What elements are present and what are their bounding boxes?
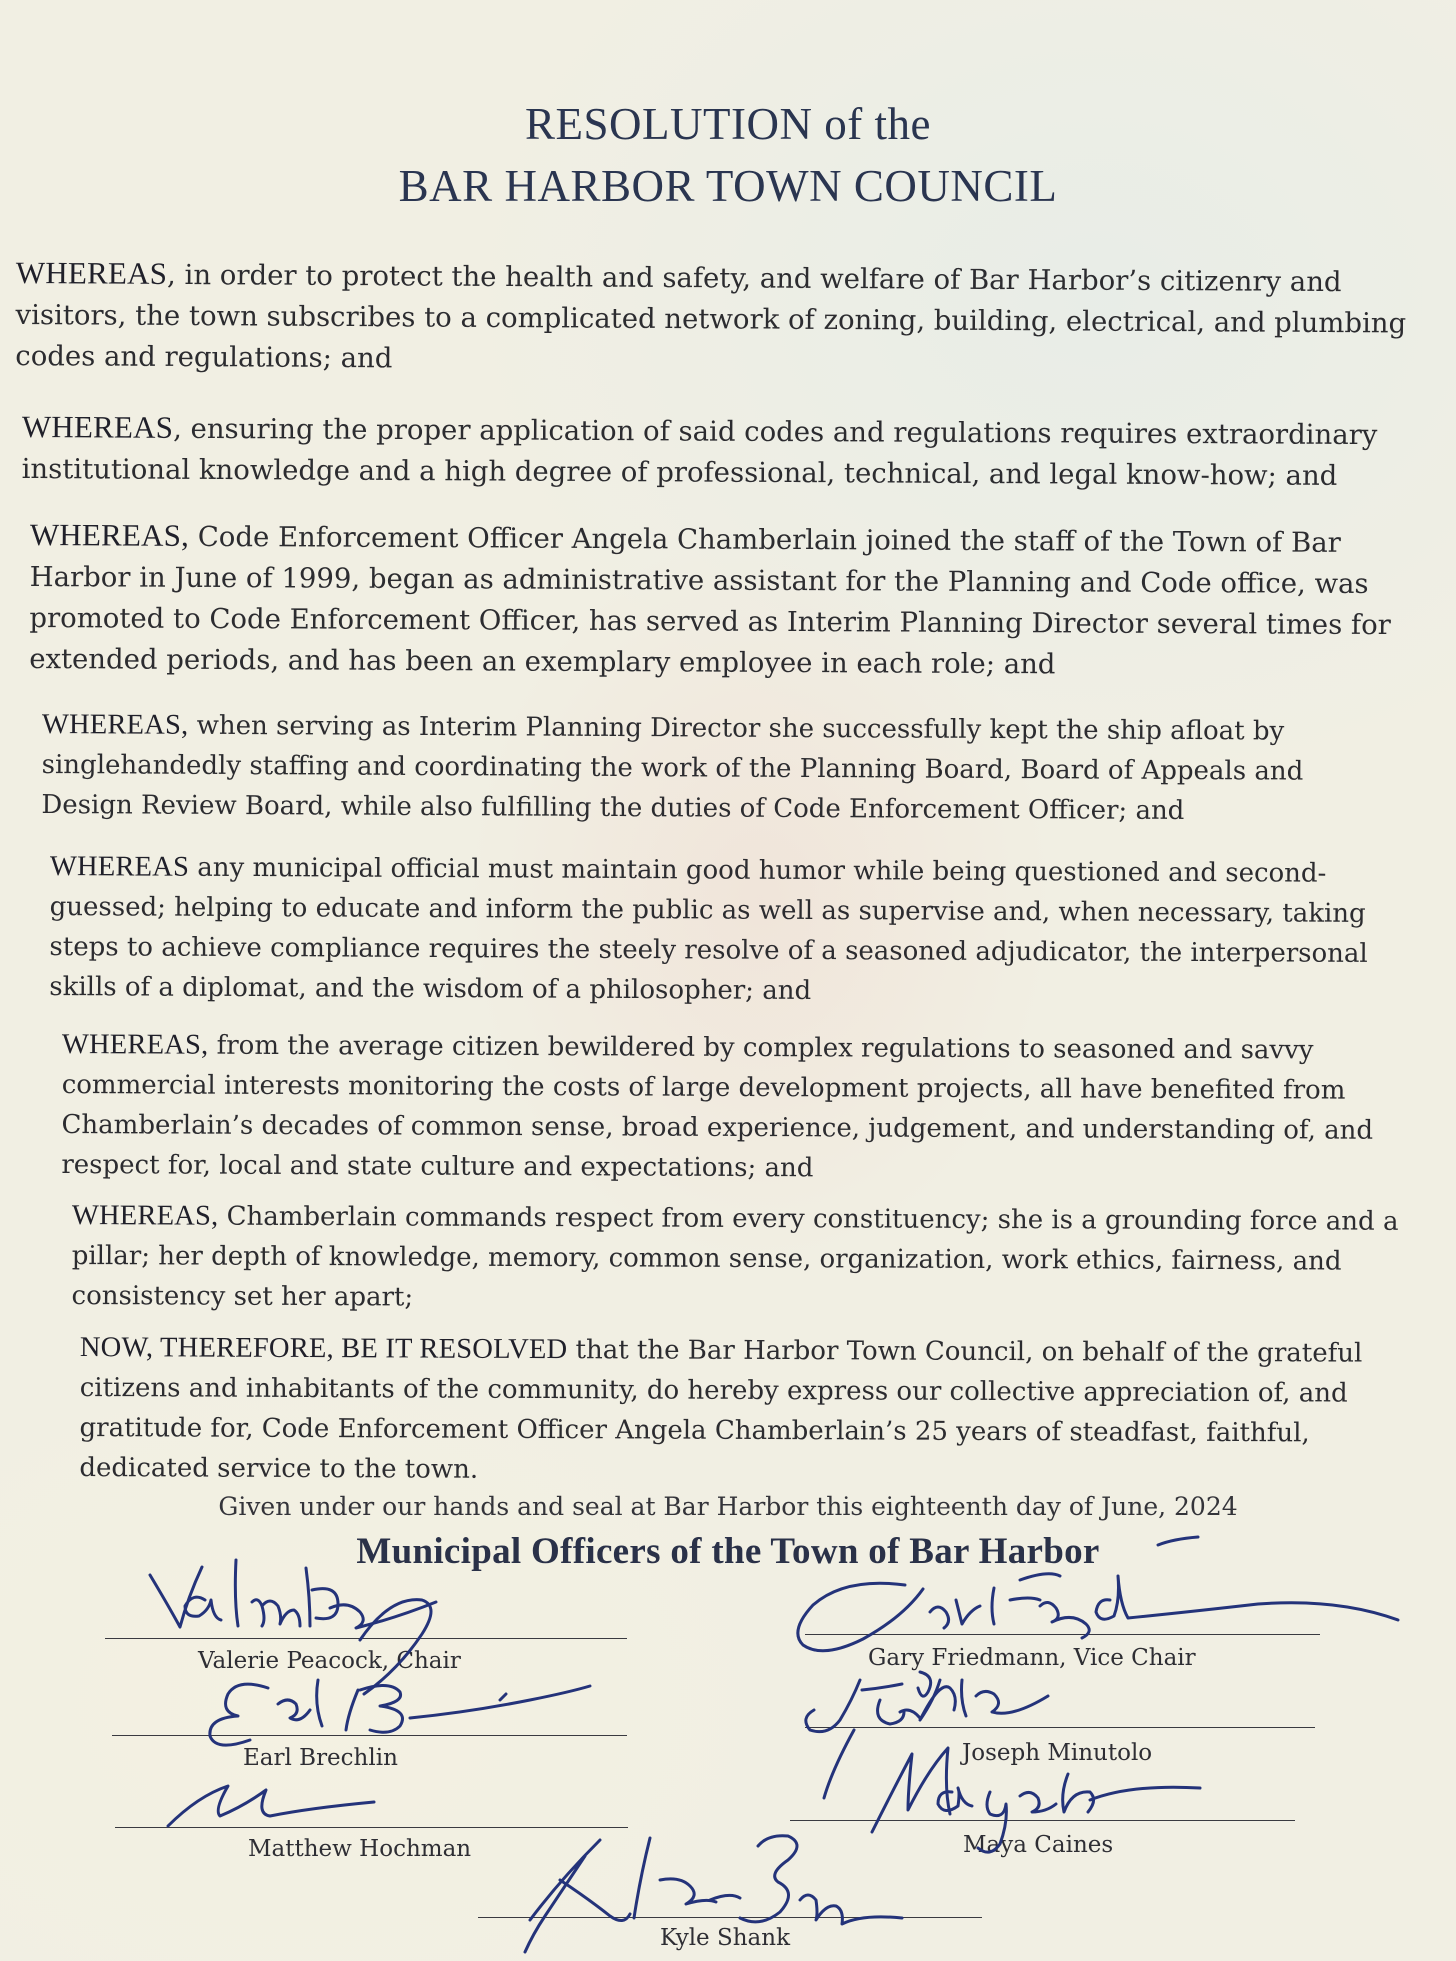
paragraph-text: Code Enforcement Officer Angela Chamberlain joined the staff of the Town of Bar Harbor in June of 1999, began as administrative assistant for the Planning and Code office, was promoted to Code Enforcement Officer, has served as Interim Planning Director several times for extended periods, and has been an exemplary employee in each role; and	[29, 520, 1391, 681]
paragraph-text: when serving as Interim Planning Director she successfully kept the ship afloat by singlehandedly staffing and coordinating the work of the Planning Board, Board of Appeals and Design Review Board, while also fulfilling the duties of Code Enforcement Officer; and	[41, 710, 1304, 826]
paragraph-text: , ensuring the proper application of said codes and regulations requires extraordinary institutional knowledge and a high degree of professional, technical, and legal know-how; and	[21, 412, 1378, 492]
signatory-name-brechlin: Earl Brechlin	[243, 1745, 398, 1771]
signature-line-hochman	[115, 1827, 628, 1828]
signature-line-shank	[478, 1917, 982, 1918]
signature-line-peacock	[105, 1638, 627, 1639]
paragraph-text: any municipal official must maintain good humor while being questioned and second-guessed; helping to educate and inform the public as well as supervise and, when necessary, taking steps to achieve compliance requires the steely resolve of a seasoned adjudicator, the interpersonal skills of a diplomat, and the wisdom of a philosopher; and	[49, 852, 1368, 1006]
signature-line-caines	[790, 1820, 1295, 1821]
signatory-name-caines: Maya Caines	[963, 1832, 1114, 1858]
whereas-paragraph-2	[22, 406, 1422, 497]
signature-hochman	[168, 1786, 374, 1826]
signatory-name-minutolo: Joseph Minutolo	[962, 1740, 1153, 1766]
paragraph-text: , in order to protect the health and safety, and welfare of Bar Harbor’s citizenry and visitors, the town subscribes to a complicated network of zoning, building, electrical, and plumbing codes and regulations; and	[15, 258, 1407, 375]
paragraph-lead: WHEREAS	[15, 254, 168, 291]
paragraph-lead: WHEREAS,	[41, 708, 189, 741]
municipal-officers-heading: Municipal Officers of the Town of Bar Harbor	[356, 1531, 1100, 1572]
whereas-paragraph-7	[71, 1196, 1402, 1322]
whereas-paragraph-1	[15, 252, 1436, 386]
signature-minutolo-tail	[824, 1730, 854, 1798]
paragraph-text: that the Bar Harbor Town Council, on behalf of the grateful citizens and inhabitants of the community, do hereby express our collective appreciation of, and gratitude for, Code Enforcement Officer Angela Chamberlain’s 25 years of steadfast, faithful, dedicated service to the town.	[79, 1335, 1363, 1485]
resolved-paragraph	[79, 1328, 1400, 1494]
signatory-name-peacock: Valerie Peacock, Chair	[198, 1648, 461, 1674]
signature-line-minutolo	[805, 1727, 1315, 1728]
paragraph-text: from the average citizen bewildered by complex regulations to seasoned and savvy commercial interests monitoring the costs of large development projects, all have benefited from Chamberlain’s decades of common sense, broad experience, judgement, and understanding of, and respect for, local and state culture and expectations; and	[61, 1030, 1374, 1184]
given-under-seal-line: Given under our hands and seal at Bar Harbor this eighteenth day of June, 2024	[218, 1492, 1238, 1521]
paragraph-lead: WHEREAS,	[61, 1029, 209, 1061]
whereas-paragraph-3	[29, 514, 1410, 687]
paragraph-text: Chamberlain commands respect from every constituency; she is a grounding force and a pillar; her depth of knowledge, memory, common sense, organization, work ethics, fairness, and consistency set her apart;	[71, 1201, 1399, 1313]
signature-friedmann	[798, 1574, 1398, 1651]
signatory-name-friedmann: Gary Friedmann, Vice Chair	[868, 1645, 1196, 1671]
signatory-name-shank: Kyle Shank	[660, 1925, 791, 1951]
paragraph-lead: WHEREAS	[49, 850, 190, 883]
signature-peacock-loop	[360, 1600, 431, 1694]
paragraph-lead: WHEREAS,	[29, 516, 190, 553]
signature-line-friedmann	[805, 1634, 1320, 1635]
title-line-2: BAR HARBOR TOWN COUNCIL	[398, 161, 1058, 211]
paragraph-lead: WHEREAS	[21, 408, 174, 445]
signatory-name-hochman: Matthew Hochman	[248, 1836, 472, 1862]
signature-line-brechlin	[112, 1735, 627, 1736]
title-line-1: RESOLUTION of the	[525, 99, 931, 149]
paragraph-lead: WHEREAS,	[71, 1200, 219, 1232]
whereas-paragraph-6	[61, 1025, 1402, 1191]
whereas-paragraph-5	[49, 847, 1400, 1014]
whereas-paragraph-4	[41, 705, 1402, 832]
paragraph-lead: NOW, THEREFORE, BE IT RESOLVED	[79, 1332, 568, 1366]
signature-minutolo	[806, 1672, 1048, 1732]
